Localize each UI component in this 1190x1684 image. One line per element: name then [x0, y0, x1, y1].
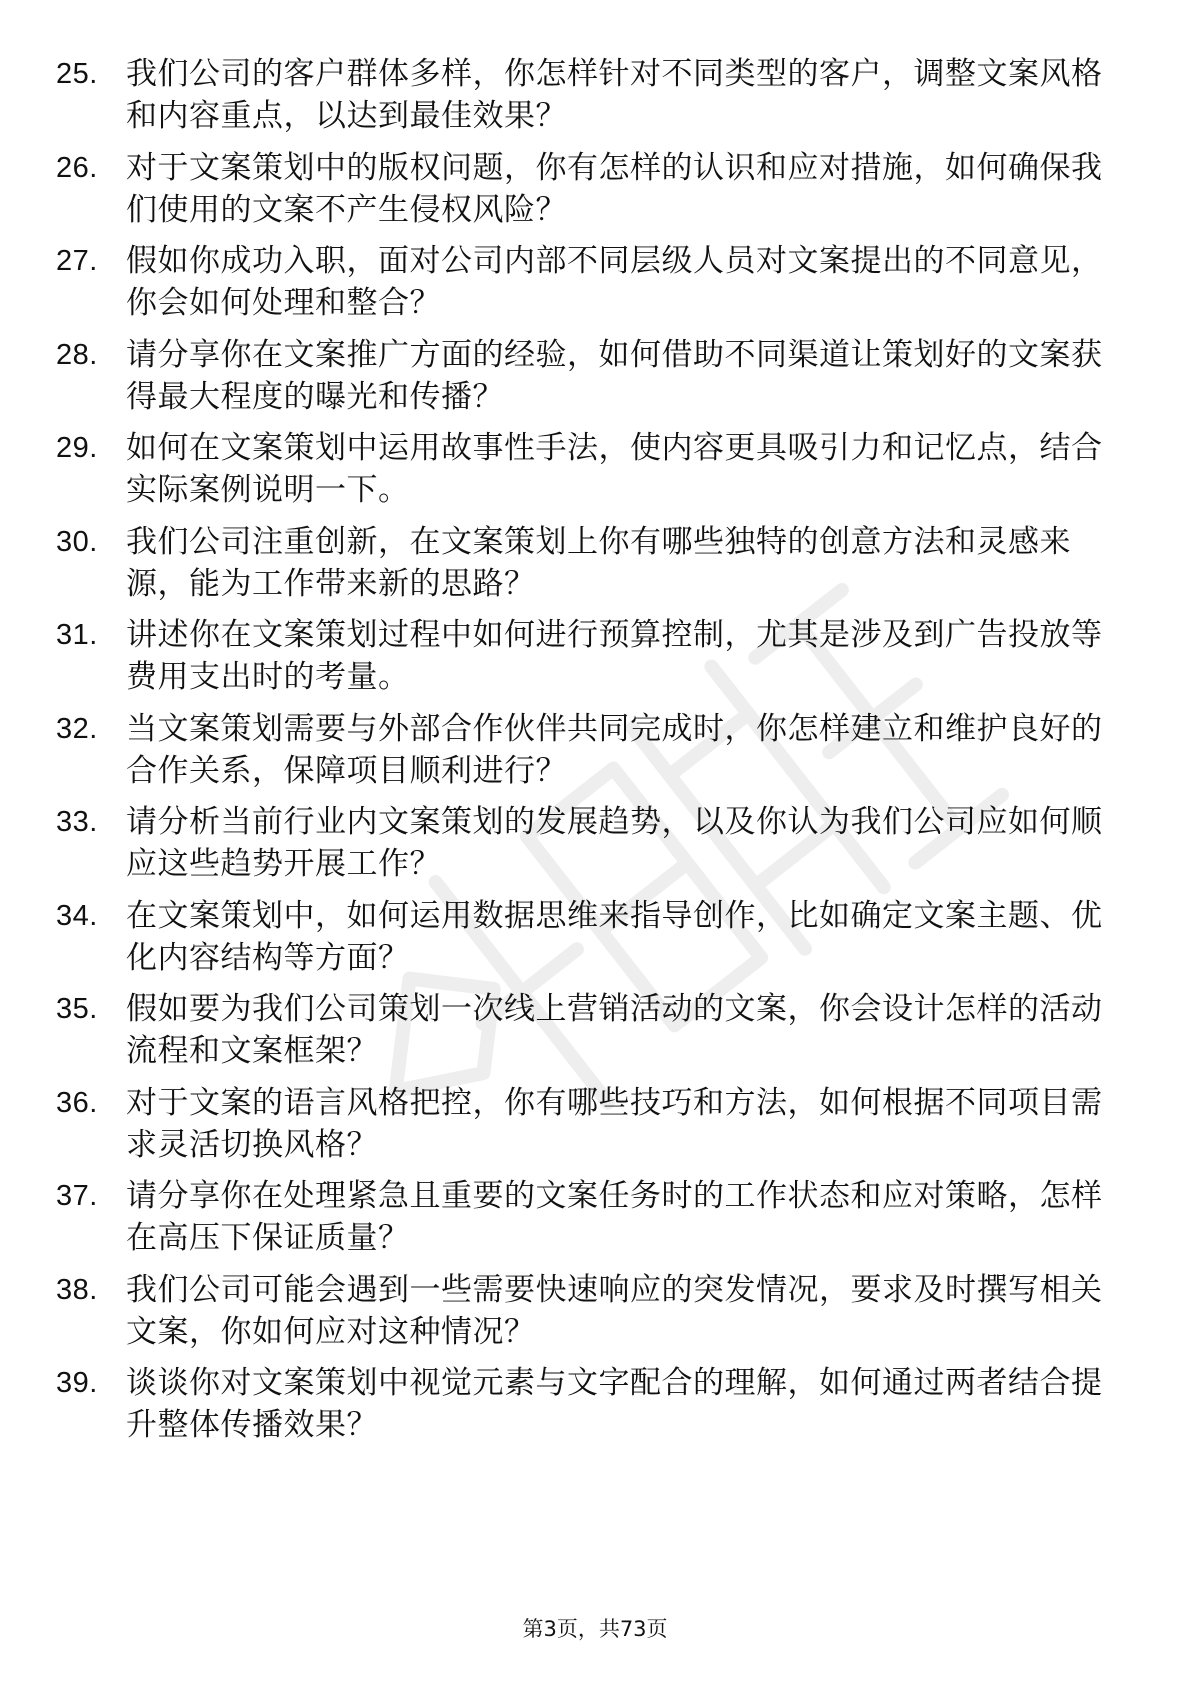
question-item — [56, 708, 1116, 802]
question-number: 26. — [56, 151, 98, 184]
question-text: 在文案策划中，如何运用数据思维来指导创作，比如确定文案主题、优化内容结构等方面？ — [126, 897, 1103, 976]
question-text: 我们公司的客户群体多样，你怎样针对不同类型的客户，调整文案风格和内容重点，以达到最佳效果？ — [126, 56, 1103, 134]
question-number: 27. — [56, 245, 98, 277]
question-number: 34. — [56, 899, 98, 932]
question-number: 29. — [56, 432, 98, 464]
question-text: 我们公司可能会遇到一些需要快速响应的突发情况，要求及时撰写相关文案，你如何应对这种情况？ — [126, 1271, 1103, 1350]
question-item — [56, 895, 1116, 989]
question-number: 37. — [56, 1180, 98, 1212]
question-text: 请分享你在文案推广方面的经验，如何借助不同渠道让策划好的文案获得最大程度的曝光和传播？ — [126, 336, 1103, 415]
question-item — [56, 240, 1116, 334]
question-item — [56, 53, 1116, 147]
question-text: 讲述你在文案策划过程中如何进行预算控制，尤其是涉及到广告投放等费用支出时的考量。 — [126, 617, 1103, 695]
question-number: 36. — [56, 1086, 98, 1119]
question-text: 请分享你在处理紧急且重要的文案任务时的工作状态和应对策略，怎样在高压下保证质量？ — [126, 1178, 1103, 1256]
question-text: 请分析当前行业内文案策划的发展趋势，以及你认为我们公司应如何顺应这些趋势开展工作？ — [126, 804, 1103, 882]
question-number: 32. — [56, 712, 98, 745]
page-footer: 第3页，共73页 — [522, 1617, 668, 1641]
question-text: 假如要为我们公司策划一次线上营销活动的文案，你会设计怎样的活动流程和文案框架？ — [126, 991, 1103, 1069]
question-number: 25. — [56, 58, 98, 90]
question-number: 28. — [56, 338, 98, 371]
question-text: 当文案策划需要与外部合作伙伴共同完成时，你怎样建立和维护良好的合作关系，保障项目顺利进行？ — [126, 710, 1103, 789]
question-number: 30. — [56, 525, 98, 558]
question-text: 我们公司注重创新，在文案策划上你有哪些独特的创意方法和灵感来源，能为工作带来新的思路？ — [126, 523, 1071, 602]
question-list — [56, 53, 1116, 1456]
question-item — [56, 334, 1116, 428]
question-item — [56, 1269, 1116, 1363]
question-number: 39. — [56, 1367, 98, 1399]
question-text: 如何在文案策划中运用故事性手法，使内容更具吸引力和记忆点，结合实际案例说明一下。 — [126, 430, 1103, 508]
question-item — [56, 614, 1116, 708]
question-number: 35. — [56, 993, 98, 1025]
question-text: 对于文案策划中的版权问题，你有怎样的认识和应对措施，如何确保我们使用的文案不产生侵权风险？ — [126, 149, 1103, 228]
question-text: 谈谈你对文案策划中视觉元素与文字配合的理解，如何通过两者结合提升整体传播效果？ — [126, 1365, 1103, 1443]
question-item — [56, 988, 1116, 1082]
question-item — [56, 1362, 1116, 1456]
question-number: 33. — [56, 806, 98, 838]
question-item — [56, 427, 1116, 521]
question-text: 假如你成功入职，面对公司内部不同层级人员对文案提出的不同意见，你会如何处理和整合？ — [126, 243, 1103, 321]
question-item — [56, 521, 1116, 615]
question-item — [56, 801, 1116, 895]
question-item — [56, 147, 1116, 241]
question-number: 38. — [56, 1273, 98, 1306]
question-item — [56, 1082, 1116, 1176]
question-item — [56, 1175, 1116, 1269]
question-text: 对于文案的语言风格把控，你有哪些技巧和方法，如何根据不同项目需求灵活切换风格？ — [126, 1084, 1103, 1163]
question-number: 31. — [56, 619, 98, 651]
